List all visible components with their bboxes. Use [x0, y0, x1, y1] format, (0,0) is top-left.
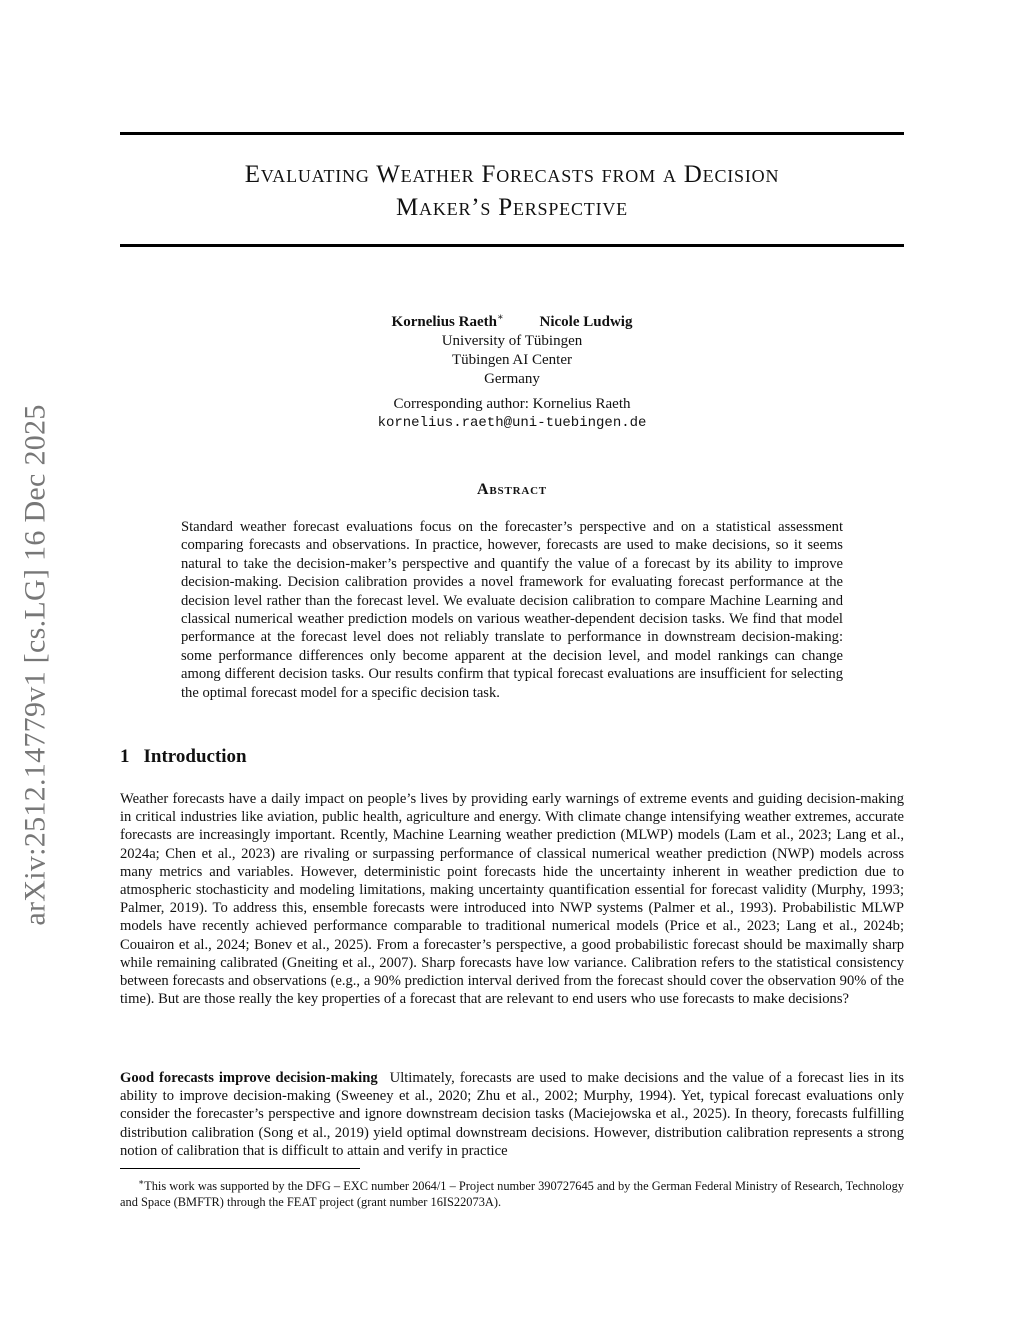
author-2: Nicole Ludwig	[539, 314, 633, 330]
section-number: 1	[120, 746, 130, 767]
footnote-rule	[120, 1168, 360, 1169]
author-1	[392, 314, 504, 330]
paragraph-heading: Good forecasts improve decision-making	[120, 1070, 378, 1086]
affiliation-country: Germany	[484, 371, 540, 387]
author-block	[120, 308, 904, 433]
footnote	[120, 1174, 904, 1210]
abstract-text: Standard weather forecast evaluations focus on the forecaster’s perspective and on a statistical assessment comparing forecasts and observations. In practice, however, forecasts are used to make decisions, so it seems natural to take the decision-maker’s perspective and quantify the value of a forecast by its ability to improve decision-making. Decision calibration provides a novel framework for evaluating forecast performance at the decision level rather than the forecast level. We evaluate decision calibration to compare Machine Learning and classical numerical weather prediction models on various weather-dependent decision tasks. We find that model performance at the forecast level does not reliably translate to performance in downstream decision-making: some performance differences only become apparent at the decision level, and model rankings can change among different decision tasks. Our results confirm that typical forecast evaluations are insufficient for selecting the optimal forecast model for a specific decision task.	[181, 519, 843, 701]
footnote-text: This work was supported by the DFG – EXC number 2064/1 – Project number 390727645 and by the German Federal Ministry of Research, Technology and Space (BMFTR) through the FEAT project (grant number 16IS22073A).	[120, 1179, 904, 1210]
author-email[interactable]: kornelius.raeth@uni-tuebingen.de	[377, 415, 647, 431]
title-line-2: Maker’s Perspective	[396, 194, 628, 221]
arxiv-identifier: arXiv:2512.14779v1 [cs.LG] 16 Dec 2025	[19, 404, 52, 926]
paragraph-body: Ultimately, forecasts are used to make decisions and the value of a forecast lies in its ability to improve decision-making (Sweeney et al., 2020; Zhu et al., 2002; Murphy, 1994). Yet, typical forecast evaluations only consider the forecaster’s perspective and ignore downstream decision tasks (Maciejowska et al., 2025). In theory, forecasts fulfilling distribution calibration (Song et al., 2019) yield optimal downstream decisions. However, distribution calibration represents a strong notion of calibration that is difficult to attain and verify in practice	[120, 1070, 904, 1159]
author-1-name: Kornelius Raeth	[391, 314, 497, 330]
section-title: Introduction	[143, 746, 247, 767]
title-line-1: Evaluating Weather Forecasts from a Decision	[244, 161, 780, 188]
paper-title	[120, 158, 904, 224]
corresponding-author: Corresponding author: Kornelius Raeth	[393, 396, 631, 412]
good-forecasts-paragraph	[120, 1069, 904, 1160]
affiliation-university: University of Tübingen	[441, 333, 583, 349]
author-1-footnote-mark: ∗	[496, 312, 504, 323]
title-top-rule	[120, 132, 904, 135]
affiliation-center: Tübingen AI Center	[452, 352, 572, 368]
abstract-heading: Abstract	[477, 481, 547, 498]
intro-paragraph: Weather forecasts have a daily impact on people’s lives by providing early warnings of extreme events and guiding decision-making in critical industries like aviation, public health, agriculture and energy. With climate change intensifying weather extremes, accurate forecasts are increasingly important. Rcently, Machine Learning weather prediction (MLWP) models (Lam et al., 2023; Lang et al., 2024a; Chen et al., 2023) are rivaling or surpassing performance of classical numerical weather prediction (NWP) models across many metrics and variables. However, deterministic point forecasts hide the uncertainty inherent in weather prediction due to atmospheric stochasticity and modeling limitations, making uncertainty quantification essential for forecast validity (Murphy, 1993; Palmer, 2019). To address this, ensemble forecasts were introduced into NWP systems (Palmer et al., 1993). Probabilistic MLWP models have recently achieved performance comparable to traditional numerical models (Price et al., 2023; Lang et al., 2024b; Couairon et al., 2024; Bonev et al., 2025). From a forecaster’s perspective, a good probabilistic forecast should be maximally sharp while remaining calibrated (Gneiting et al., 2007). Sharp forecasts have low variance. Calibration refers to the statistical consistency between forecasts and observations (e.g., a 90% prediction interval derived from the forecast should cover the observation 90% of the time). But are those really the key properties of a forecast that are relevant to end users who use forecasts to make decisions?	[120, 791, 904, 1008]
title-bottom-rule	[120, 244, 904, 247]
arxiv-sidebar	[12, 370, 60, 960]
author-names	[120, 308, 904, 332]
footnote-mark: ∗	[138, 1177, 145, 1187]
section-heading-introduction	[120, 746, 247, 768]
